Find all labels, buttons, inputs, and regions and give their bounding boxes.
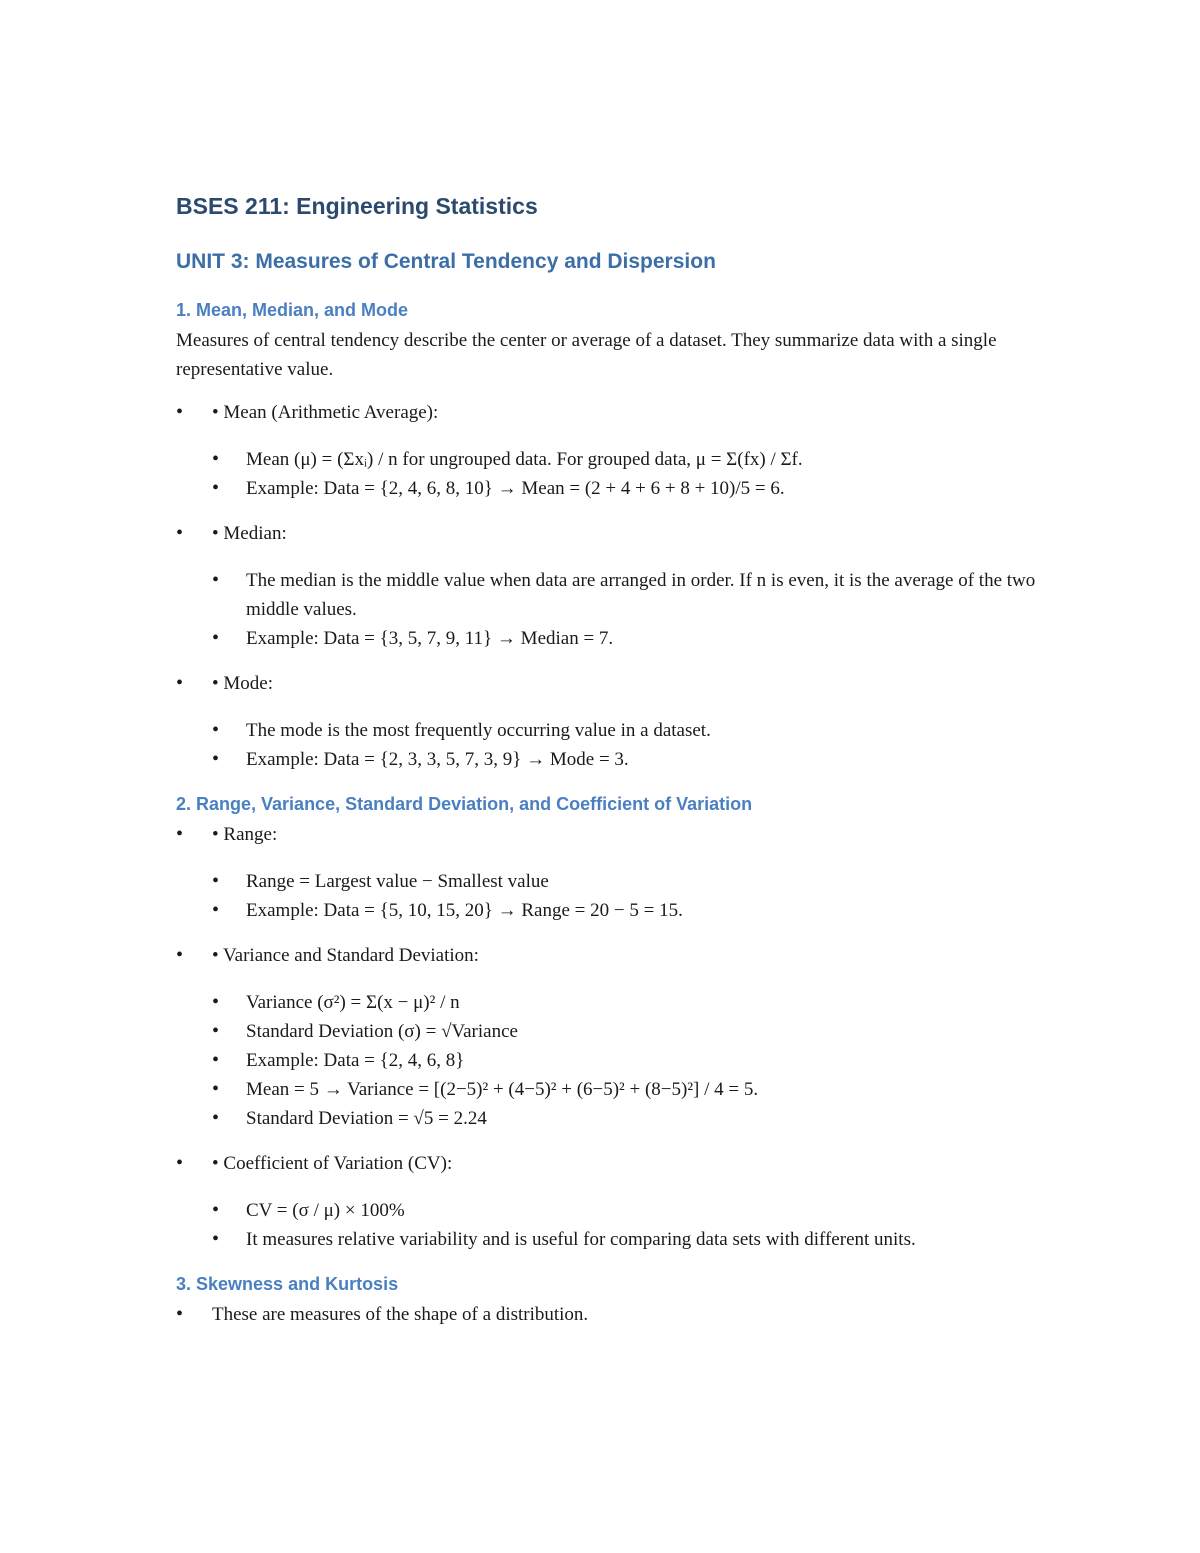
bullet-list [176, 1300, 1036, 1329]
list-item-label: • • Mean (Arithmetic Average): [212, 402, 439, 423]
list-item: • The median is the middle value when data are arranged in order. If n is even, it is the average of the two middle values. [212, 566, 1036, 624]
list-item: • Standard Deviation = √5 = 2.24 [212, 1104, 1036, 1133]
list-item: • Example: Data = {3, 5, 7, 9, 11} → Median = 7. [212, 624, 1036, 653]
list-item: • CV = (σ / μ) × 100% [212, 1196, 1036, 1225]
list-item: • Range = Largest value − Smallest value [212, 867, 1036, 896]
section-heading: 3. Skewness and Kurtosis [176, 1274, 399, 1294]
list-item: • Mean (μ) = (Σxᵢ) / n for ungrouped data. For grouped data, μ = Σ(fx) / Σf. [212, 445, 1036, 474]
list-item-mean [176, 398, 1036, 503]
bullet-list [176, 398, 1036, 774]
bullet-list [176, 820, 1036, 1254]
list-item: • Example: Data = {2, 4, 6, 8} [212, 1046, 1036, 1075]
list-item-label: • • Mode: [212, 673, 274, 694]
section-intro: Measures of central tendency describe the center or average of a dataset. They summarize data with a single representative value. [176, 330, 997, 380]
sub-bullet-list [212, 566, 1036, 653]
sub-bullet-list [212, 716, 1036, 774]
section-mean-median-mode [176, 296, 1036, 774]
list-item: • It measures relative variability and is useful for comparing data sets with different units. [212, 1225, 1036, 1254]
section-heading: 1. Mean, Median, and Mode [176, 300, 409, 320]
list-item: • Mean = 5 → Variance = [(2−5)² + (4−5)² + (6−5)² + (8−5)²] / 4 = 5. [212, 1075, 1036, 1104]
list-item: • Variance (σ²) = Σ(x − μ)² / n [212, 988, 1036, 1017]
list-item: • These are measures of the shape of a distribution. [176, 1300, 1036, 1329]
section-dispersion [176, 790, 1036, 1254]
list-item: • Example: Data = {5, 10, 15, 20} → Range = 20 − 5 = 15. [212, 896, 1036, 925]
course-title: BSES 211: Engineering Statistics [176, 193, 538, 219]
section-heading: 2. Range, Variance, Standard Deviation, and Coefficient of Variation [176, 794, 753, 814]
sub-bullet-list [212, 867, 1036, 925]
section-skewness-kurtosis [176, 1270, 1036, 1329]
list-item-label: • • Range: [212, 824, 278, 845]
list-item-label: • • Variance and Standard Deviation: [212, 945, 479, 966]
document-page [176, 190, 1036, 1339]
list-item: • Example: Data = {2, 3, 3, 5, 7, 3, 9} → Mode = 3. [212, 745, 1036, 774]
sub-bullet-list [212, 988, 1036, 1133]
list-item: • Example: Data = {2, 4, 6, 8, 10} → Mean = (2 + 4 + 6 + 8 + 10)/5 = 6. [212, 474, 1036, 503]
list-item-median [176, 519, 1036, 653]
sub-bullet-list [212, 445, 1036, 503]
list-item: • Standard Deviation (σ) = √Variance [212, 1017, 1036, 1046]
list-item: • The mode is the most frequently occurring value in a dataset. [212, 716, 1036, 745]
list-item-mode [176, 669, 1036, 774]
list-item-label: • • Coefficient of Variation (CV): [212, 1153, 453, 1174]
list-item-variance-sd [176, 941, 1036, 1133]
list-item-cv [176, 1149, 1036, 1254]
list-item-range [176, 820, 1036, 925]
sub-bullet-list [212, 1196, 1036, 1254]
unit-title: UNIT 3: Measures of Central Tendency and Dispersion [176, 250, 716, 273]
list-item-label: • • Median: [212, 523, 287, 544]
